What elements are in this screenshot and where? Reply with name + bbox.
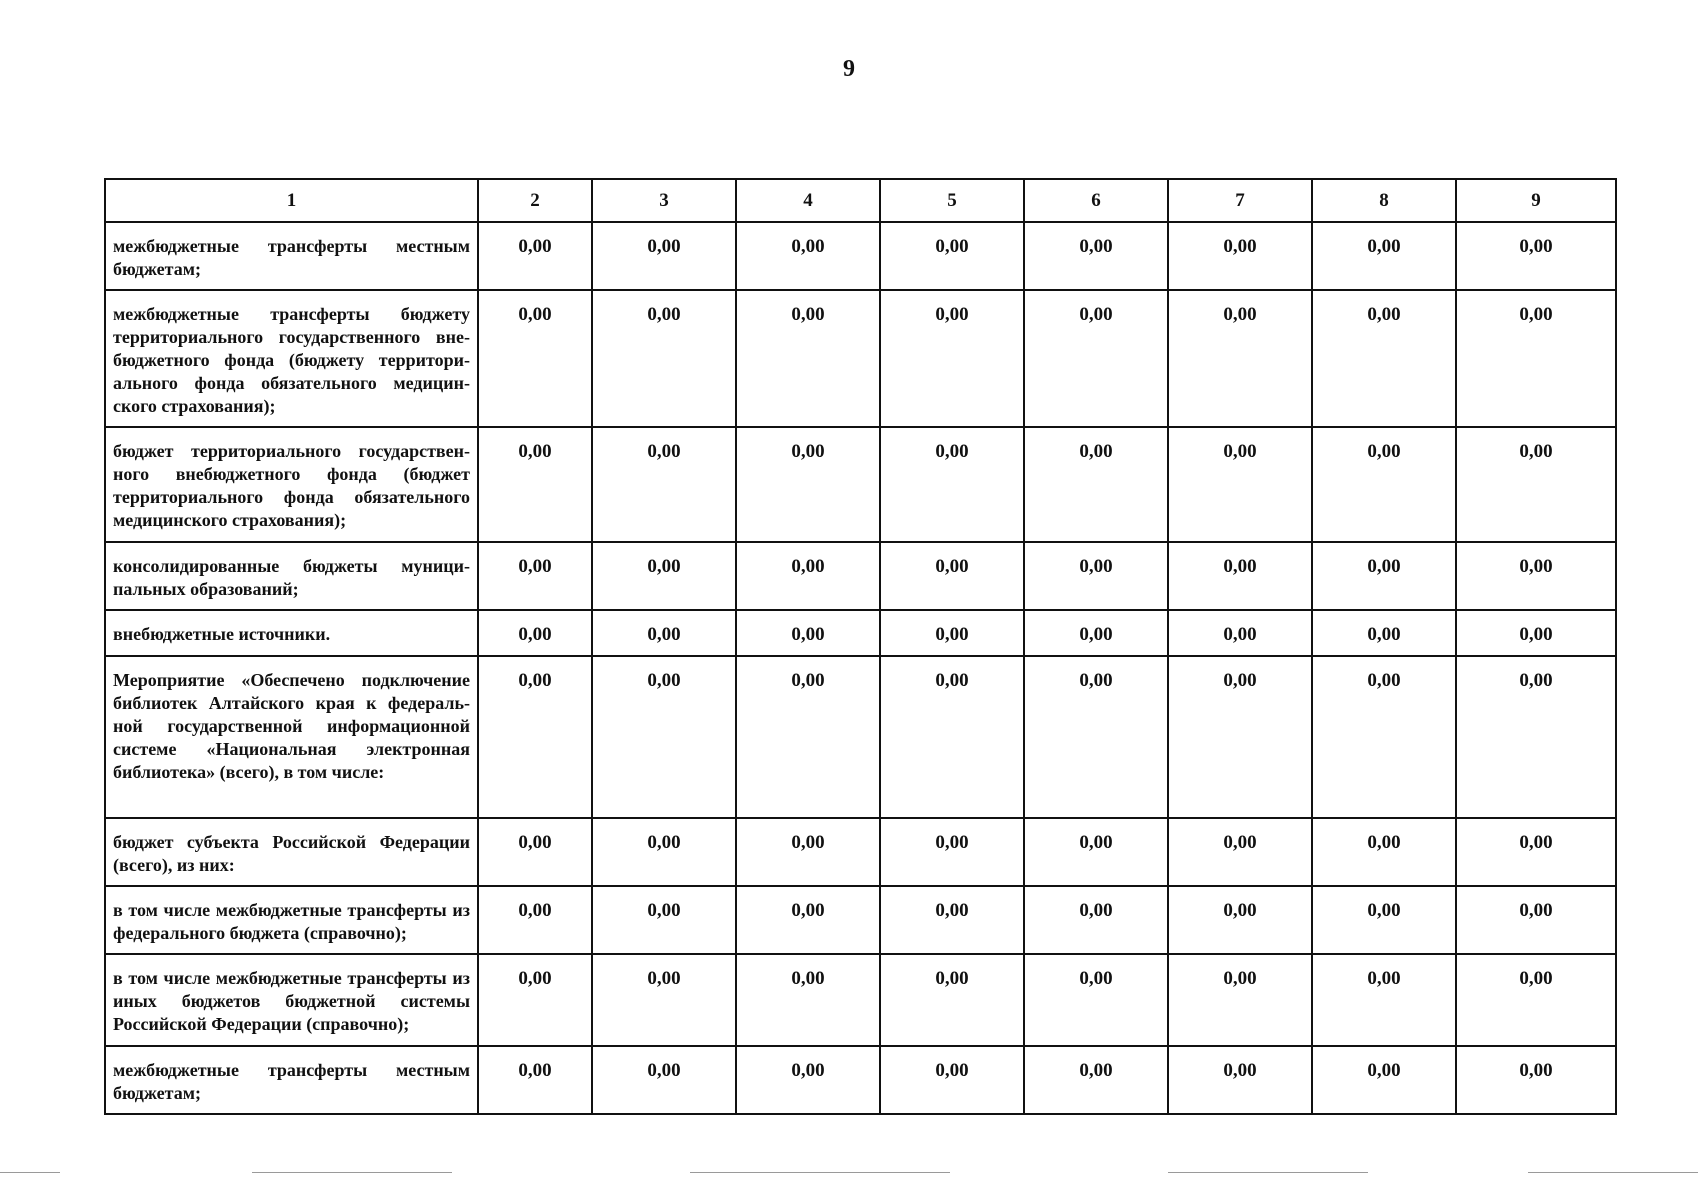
- value-cell-col-7: 0,00: [1168, 290, 1312, 427]
- value-cell-col-8: 0,00: [1312, 542, 1456, 610]
- row-label: Мероприятие «Обеспечено подключение библиотек Алтайского края к федераль-ной государственной информационной системе «Национальная электронная библиотека» (всего), в том числе:: [105, 656, 478, 818]
- value-cell-col-9: 0,00: [1456, 656, 1616, 818]
- scan-artifact-line: [0, 1172, 60, 1173]
- value-cell-col-6: 0,00: [1024, 610, 1168, 656]
- value-cell-col-7: 0,00: [1168, 954, 1312, 1046]
- value-cell-col-5: 0,00: [880, 656, 1024, 818]
- value-cell-col-3: 0,00: [592, 1046, 736, 1114]
- value-cell-col-2: 0,00: [478, 1046, 592, 1114]
- value-cell-col-5: 0,00: [880, 290, 1024, 427]
- value-cell-col-5: 0,00: [880, 954, 1024, 1046]
- value-cell-col-9: 0,00: [1456, 222, 1616, 290]
- value-cell-col-2: 0,00: [478, 610, 592, 656]
- value-cell-col-9: 0,00: [1456, 542, 1616, 610]
- value-cell-col-8: 0,00: [1312, 290, 1456, 427]
- value-cell-col-4: 0,00: [736, 954, 880, 1046]
- scan-artifact-line: [252, 1172, 452, 1173]
- value-cell-col-8: 0,00: [1312, 886, 1456, 954]
- value-cell-col-7: 0,00: [1168, 656, 1312, 818]
- value-cell-col-4: 0,00: [736, 542, 880, 610]
- column-header-4: 4: [736, 179, 880, 222]
- value-cell-col-7: 0,00: [1168, 1046, 1312, 1114]
- value-cell-col-8: 0,00: [1312, 222, 1456, 290]
- row-label: в том числе межбюджетные трансферты из федерального бюджета (справочно);: [105, 886, 478, 954]
- value-cell-col-4: 0,00: [736, 290, 880, 427]
- row-label: внебюджетные источники.: [105, 610, 478, 656]
- value-cell-col-7: 0,00: [1168, 886, 1312, 954]
- row-label: межбюджетные трансферты бюджету территориального государственного вне-бюджетного фонда (бюджету территори-ального фонда обязательного медицин-ского страхования);: [105, 290, 478, 427]
- column-header-9: 9: [1456, 179, 1616, 222]
- value-cell-col-4: 0,00: [736, 222, 880, 290]
- value-cell-col-6: 0,00: [1024, 1046, 1168, 1114]
- table-row: [105, 290, 1616, 427]
- value-cell-col-5: 0,00: [880, 818, 1024, 886]
- value-cell-col-8: 0,00: [1312, 818, 1456, 886]
- value-cell-col-6: 0,00: [1024, 886, 1168, 954]
- value-cell-col-5: 0,00: [880, 1046, 1024, 1114]
- row-label: консолидированные бюджеты муници-пальных образований;: [105, 542, 478, 610]
- table-row: [105, 222, 1616, 290]
- table-body: [105, 222, 1616, 1114]
- column-header-1: 1: [105, 179, 478, 222]
- value-cell-col-4: 0,00: [736, 656, 880, 818]
- value-cell-col-3: 0,00: [592, 818, 736, 886]
- value-cell-col-5: 0,00: [880, 886, 1024, 954]
- value-cell-col-9: 0,00: [1456, 427, 1616, 542]
- value-cell-col-3: 0,00: [592, 427, 736, 542]
- value-cell-col-3: 0,00: [592, 656, 736, 818]
- value-cell-col-8: 0,00: [1312, 954, 1456, 1046]
- value-cell-col-2: 0,00: [478, 290, 592, 427]
- value-cell-col-5: 0,00: [880, 610, 1024, 656]
- value-cell-col-6: 0,00: [1024, 290, 1168, 427]
- table-header: [105, 179, 1616, 222]
- scan-artifact-line: [1168, 1172, 1368, 1173]
- value-cell-col-2: 0,00: [478, 886, 592, 954]
- value-cell-col-2: 0,00: [478, 818, 592, 886]
- value-cell-col-3: 0,00: [592, 542, 736, 610]
- table-row: [105, 656, 1616, 818]
- table-row: [105, 886, 1616, 954]
- value-cell-col-7: 0,00: [1168, 610, 1312, 656]
- value-cell-col-3: 0,00: [592, 222, 736, 290]
- row-label: бюджет субъекта Российской Федерации (всего), из них:: [105, 818, 478, 886]
- value-cell-col-6: 0,00: [1024, 222, 1168, 290]
- value-cell-col-3: 0,00: [592, 610, 736, 656]
- value-cell-col-8: 0,00: [1312, 610, 1456, 656]
- value-cell-col-4: 0,00: [736, 1046, 880, 1114]
- value-cell-col-6: 0,00: [1024, 954, 1168, 1046]
- value-cell-col-9: 0,00: [1456, 954, 1616, 1046]
- scan-artifact-line: [690, 1172, 950, 1173]
- value-cell-col-9: 0,00: [1456, 1046, 1616, 1114]
- value-cell-col-4: 0,00: [736, 886, 880, 954]
- value-cell-col-3: 0,00: [592, 954, 736, 1046]
- row-label: бюджет территориального государствен-ного внебюджетного фонда (бюджет территориального фонда обязательного медицинского страхования);: [105, 427, 478, 542]
- value-cell-col-8: 0,00: [1312, 656, 1456, 818]
- value-cell-col-2: 0,00: [478, 542, 592, 610]
- header-row: [105, 179, 1616, 222]
- value-cell-col-4: 0,00: [736, 427, 880, 542]
- value-cell-col-6: 0,00: [1024, 427, 1168, 542]
- table-row: [105, 542, 1616, 610]
- value-cell-col-4: 0,00: [736, 610, 880, 656]
- value-cell-col-6: 0,00: [1024, 542, 1168, 610]
- value-cell-col-7: 0,00: [1168, 818, 1312, 886]
- value-cell-col-6: 0,00: [1024, 818, 1168, 886]
- value-cell-col-8: 0,00: [1312, 427, 1456, 542]
- row-label: в том числе межбюджетные трансферты из иных бюджетов бюджетной системы Российской Федерации (справочно);: [105, 954, 478, 1046]
- value-cell-col-5: 0,00: [880, 542, 1024, 610]
- table-row: [105, 610, 1616, 656]
- column-header-2: 2: [478, 179, 592, 222]
- value-cell-col-7: 0,00: [1168, 542, 1312, 610]
- value-cell-col-2: 0,00: [478, 656, 592, 818]
- row-label: межбюджетные трансферты местным бюджетам;: [105, 1046, 478, 1114]
- scan-artifact-line: [1528, 1172, 1698, 1173]
- table-row: [105, 954, 1616, 1046]
- column-header-6: 6: [1024, 179, 1168, 222]
- value-cell-col-2: 0,00: [478, 222, 592, 290]
- value-cell-col-2: 0,00: [478, 427, 592, 542]
- value-cell-col-9: 0,00: [1456, 290, 1616, 427]
- column-header-3: 3: [592, 179, 736, 222]
- value-cell-col-5: 0,00: [880, 427, 1024, 542]
- budget-table: [104, 178, 1617, 1115]
- page-number: 9: [843, 56, 855, 82]
- table-row: [105, 818, 1616, 886]
- value-cell-col-4: 0,00: [736, 818, 880, 886]
- row-label: межбюджетные трансферты местным бюджетам;: [105, 222, 478, 290]
- value-cell-col-6: 0,00: [1024, 656, 1168, 818]
- column-header-5: 5: [880, 179, 1024, 222]
- column-header-8: 8: [1312, 179, 1456, 222]
- value-cell-col-9: 0,00: [1456, 610, 1616, 656]
- value-cell-col-7: 0,00: [1168, 427, 1312, 542]
- column-header-7: 7: [1168, 179, 1312, 222]
- value-cell-col-3: 0,00: [592, 886, 736, 954]
- value-cell-col-7: 0,00: [1168, 222, 1312, 290]
- value-cell-col-5: 0,00: [880, 222, 1024, 290]
- table-row: [105, 1046, 1616, 1114]
- value-cell-col-2: 0,00: [478, 954, 592, 1046]
- value-cell-col-8: 0,00: [1312, 1046, 1456, 1114]
- table-row: [105, 427, 1616, 542]
- value-cell-col-3: 0,00: [592, 290, 736, 427]
- value-cell-col-9: 0,00: [1456, 886, 1616, 954]
- value-cell-col-9: 0,00: [1456, 818, 1616, 886]
